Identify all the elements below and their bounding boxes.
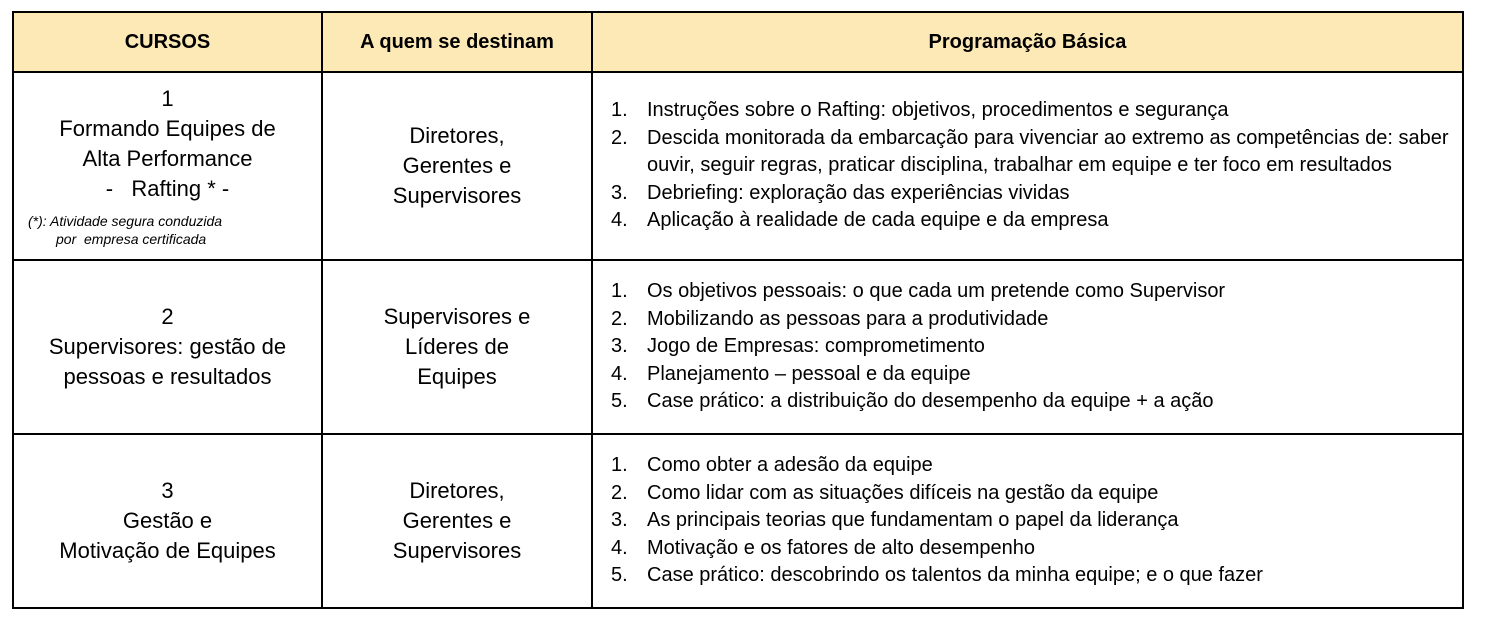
program-list <box>611 97 1452 235</box>
course-number: 3 <box>161 478 174 503</box>
course-cell <box>13 434 322 608</box>
course-title-line: Gestão e <box>122 508 213 533</box>
program-list <box>611 278 1452 416</box>
footnote-line: por empresa certificada <box>56 231 207 247</box>
table-row <box>13 434 1463 608</box>
courses-table <box>12 11 1464 609</box>
list-item: 1. Como obter a adesão da equipe <box>611 454 933 477</box>
course-number: 2 <box>161 304 174 329</box>
program-cell <box>592 434 1463 608</box>
audience-line: Diretores, <box>409 123 505 148</box>
audience-line: Supervisores <box>392 183 522 208</box>
list-item: 3. Jogo de Empresas: comprometimento <box>611 335 985 358</box>
audience-line: Gerentes e <box>402 508 512 533</box>
footnote-line: (*): Atividade segura conduzida <box>28 213 223 229</box>
course-title-line: Formando Equipes de <box>59 116 276 141</box>
course-number: 1 <box>161 86 174 111</box>
program-list <box>611 452 1452 590</box>
course-title-line: Supervisores: gestão de <box>48 334 287 359</box>
course-cell <box>13 72 322 260</box>
table-row <box>13 72 1463 260</box>
list-item: 4. Planejamento – pessoal e da equipe <box>611 362 971 385</box>
list-item: 3. Debriefing: exploração das experiências vividas <box>611 181 1070 204</box>
course-title-line: Alta Performance <box>82 146 253 171</box>
list-item: 4. Motivação e os fatores de alto desempenho <box>611 536 1036 559</box>
list-item: 2. Mobilizando as pessoas para a produtividade <box>611 307 1049 330</box>
audience-line: Supervisores e <box>383 304 531 329</box>
program-cell <box>592 72 1463 260</box>
audience-line: Gerentes e <box>402 153 512 178</box>
audience-cell <box>322 434 592 608</box>
course-title-line: - Rafting * - <box>105 176 230 201</box>
list-item: 1. Os objetivos pessoais: o que cada um pretende como Supervisor <box>611 280 1226 303</box>
audience-line: Supervisores <box>392 538 522 563</box>
course-footnote <box>20 212 315 248</box>
header-row <box>13 12 1463 72</box>
course-cell <box>13 260 322 434</box>
list-item: 3. As principais teorias que fundamentam o papel da liderança <box>611 509 1179 532</box>
list-item: 4. Aplicação à realidade de cada equipe e da empresa <box>611 209 1109 232</box>
audience-cell <box>322 72 592 260</box>
audience-line: Equipes <box>417 364 497 389</box>
list-item: 1. Instruções sobre o Rafting: objetivos, procedimentos e segurança <box>611 99 1229 122</box>
program-cell <box>592 260 1463 434</box>
list-item: 2. Como lidar com as situações difíceis na gestão da equipe <box>611 481 1159 504</box>
list-item: 2. Descida monitorada da embarcação para vivenciar ao extremo as competências de: saber ouvir, seguir regras, praticar disciplina, trabalhar em equipe e ter foco em resultados <box>611 126 1449 177</box>
audience-line: Líderes de <box>405 334 509 359</box>
header-cursos: CURSOS <box>13 12 322 72</box>
header-a-quem-se-destinam: A quem se destinam <box>322 12 592 72</box>
course-title-line: pessoas e resultados <box>63 364 272 389</box>
list-item: 5. Case prático: a distribuição do desempenho da equipe + a ação <box>611 390 1214 413</box>
table-row <box>13 260 1463 434</box>
course-title-line: Motivação de Equipes <box>59 538 276 563</box>
audience-cell <box>322 260 592 434</box>
header-programacao-basica: Programação Básica <box>592 12 1463 72</box>
audience-line: Diretores, <box>409 478 505 503</box>
list-item: 5. Case prático: descobrindo os talentos da minha equipe; e o que fazer <box>611 564 1263 587</box>
